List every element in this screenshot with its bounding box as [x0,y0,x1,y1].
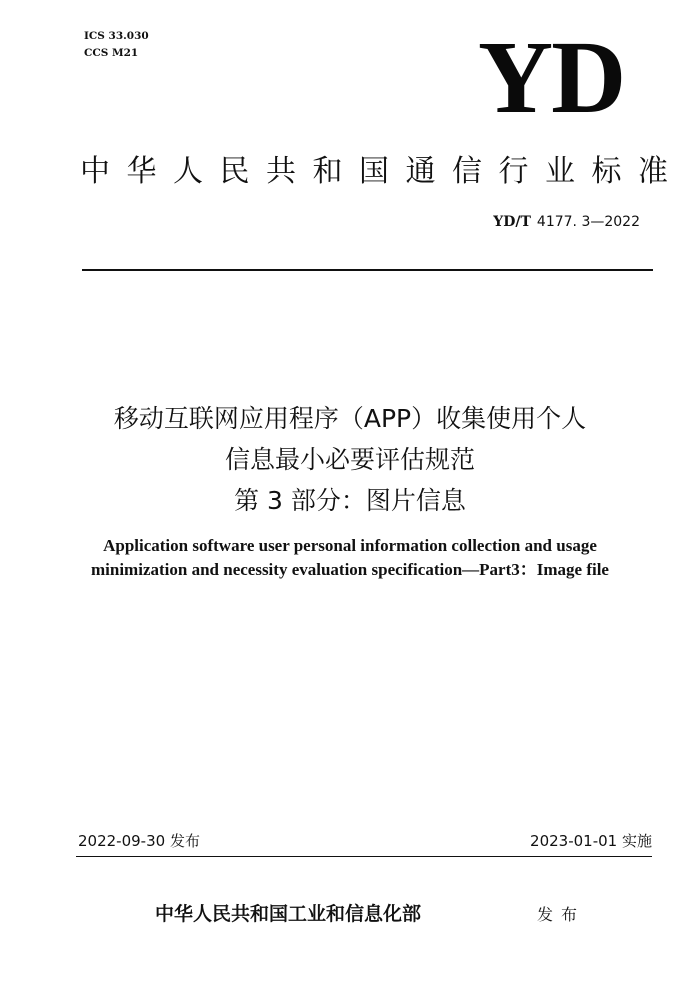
chinese-title-line-1: 移动互联网应用程序（APP）收集使用个人 [113,404,587,433]
publication-date: 2022-09-30 发布 [78,832,200,850]
standard-number-value: 4177. 3—2022 [536,214,640,230]
ics-code: ICS 33.030 [84,30,149,42]
english-title-line-1: Application software user personal information collection and usage [103,536,597,555]
standard-type-title: 中华人民共和国通信行业标准 [80,154,685,189]
classification-codes [84,28,149,62]
top-divider [82,269,653,271]
chinese-title-line-3: 第 3 部分：图片信息 [234,486,466,515]
chinese-title [40,398,660,521]
issue-label: 发布 [537,905,586,924]
issuing-authority: 中华人民共和国工业和信息化部 [155,903,422,925]
bottom-divider [76,856,652,857]
standard-number-prefix: YD/T [493,214,531,230]
ccs-code: CCS M21 [84,47,139,59]
standard-number [493,212,640,232]
english-title-line-2: minimization and necessity evaluation specification—Part3：Image file [91,560,609,579]
yd-logo: YD [478,20,625,135]
english-title [30,534,670,582]
chinese-title-line-2: 信息最小必要评估规范 [224,445,475,474]
implementation-date: 2023-01-01 实施 [530,832,652,850]
